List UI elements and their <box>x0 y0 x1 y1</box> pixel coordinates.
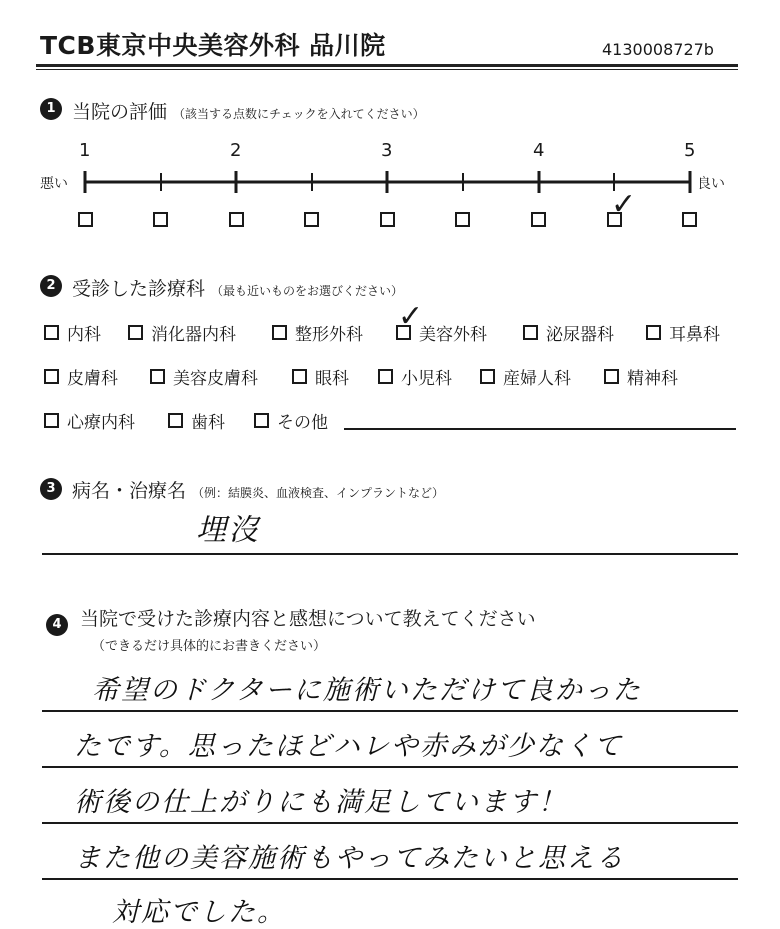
dept-label: その他 <box>277 413 328 433</box>
feedback-line-3: 術後の仕上がりにも満足しています！ <box>74 787 567 818</box>
dept-option-ent[interactable] <box>646 320 720 345</box>
scale-label-1: 1 <box>79 140 91 161</box>
rating-checkbox-3-5[interactable] <box>455 212 470 227</box>
rating-checkbox-4[interactable] <box>531 212 546 227</box>
scale-label-3: 3 <box>381 140 393 161</box>
scale-label-5: 5 <box>684 140 696 161</box>
dept-label: 産婦人科 <box>503 369 571 389</box>
feedback-rule-2 <box>42 766 738 768</box>
rating-checkbox-3[interactable] <box>380 212 395 227</box>
rating-check-mark: ✓ <box>611 187 637 222</box>
dept-label: 眼科 <box>315 369 349 389</box>
clinic-name: TCB東京中央美容外科 品川院 <box>40 31 386 60</box>
dept-option-dental[interactable] <box>168 408 225 433</box>
dept-option-psychosomatic[interactable] <box>44 408 135 433</box>
section-4-subtitle: （できるだけ具体的にお書きください） <box>92 639 327 654</box>
diagnosis-input-line[interactable] <box>42 553 738 555</box>
dept-label: 内科 <box>67 325 101 345</box>
section-1-title <box>72 97 425 124</box>
checkbox[interactable] <box>523 325 538 340</box>
feedback-rule-4 <box>42 878 738 880</box>
section-1-title-text: 当院の評価 <box>72 101 168 123</box>
dept-label: 皮膚科 <box>67 369 118 389</box>
scale-label-4: 4 <box>533 140 545 161</box>
checkbox[interactable] <box>44 369 59 384</box>
section-2-note: （最も近いものをお選びください） <box>211 284 404 298</box>
section-3-title-text: 病名・治療名 <box>72 480 187 502</box>
dept-label: 小児科 <box>401 369 452 389</box>
dept-label: 歯科 <box>191 413 225 433</box>
checkbox[interactable] <box>168 413 183 428</box>
form-id: 4130008727b <box>602 40 714 59</box>
dept-label: 泌尿器科 <box>546 325 614 345</box>
scale-high-label: 良い <box>697 176 725 192</box>
checkbox[interactable] <box>604 369 619 384</box>
other-dept-input-line[interactable] <box>344 428 736 430</box>
rating-checkbox-2[interactable] <box>229 212 244 227</box>
feedback-rule-3 <box>42 822 738 824</box>
dept-option-ortho[interactable] <box>272 320 363 345</box>
header-divider <box>36 64 738 67</box>
dept-option-cosmetic-derm[interactable] <box>150 364 258 389</box>
section-3-note: （例：結膜炎、血液検査、インプラントなど） <box>192 486 445 500</box>
checkbox[interactable] <box>44 325 59 340</box>
checkbox[interactable] <box>272 325 287 340</box>
checkbox[interactable] <box>646 325 661 340</box>
dept-label: 心療内科 <box>67 413 135 433</box>
section-2-number: 2 <box>40 275 62 297</box>
dept-option-internal[interactable] <box>44 320 101 345</box>
feedback-line-1: 希望のドクターに施術いただけて良かった <box>92 675 642 706</box>
feedback-rule-1 <box>42 710 738 712</box>
section-2-title <box>72 274 403 301</box>
dept-option-psychiatry[interactable] <box>604 364 678 389</box>
section-3-number: 3 <box>40 478 62 500</box>
dept-label: 精神科 <box>627 369 678 389</box>
dept-label: 整形外科 <box>295 325 363 345</box>
section-4-title: 当院で受けた診療内容と感想について教えてください <box>80 608 536 630</box>
feedback-line-5: 対応でした。 <box>112 897 286 928</box>
dept-option-urology[interactable] <box>523 320 614 345</box>
section-1-number: 1 <box>40 98 62 120</box>
rating-checkbox-5[interactable] <box>682 212 697 227</box>
header-divider-thin <box>36 69 738 70</box>
dept-option-pediatrics[interactable] <box>378 364 452 389</box>
dept-label: 美容皮膚科 <box>173 369 258 389</box>
rating-scale-line <box>80 170 700 200</box>
section-4-number: 4 <box>46 614 68 636</box>
dept-option-gastro[interactable] <box>128 320 236 345</box>
dept-check-mark: ✓ <box>398 299 424 334</box>
feedback-line-2: たです。思ったほどハレや赤みが少なくて <box>74 731 623 762</box>
checkbox[interactable] <box>254 413 269 428</box>
checkbox[interactable] <box>292 369 307 384</box>
dept-label: 消化器内科 <box>151 325 236 345</box>
section-1-note: （該当する点数にチェックを入れてください） <box>173 107 425 121</box>
rating-checkbox-1[interactable] <box>78 212 93 227</box>
dept-option-obgyn[interactable] <box>480 364 571 389</box>
dept-label: 美容外科 <box>419 325 487 345</box>
checkbox[interactable] <box>480 369 495 384</box>
section-3-title <box>72 476 444 503</box>
dept-option-dermatology[interactable] <box>44 364 118 389</box>
scale-low-label: 悪い <box>40 176 68 192</box>
checkbox[interactable] <box>378 369 393 384</box>
feedback-line-4: また他の美容施術もやってみたいと思える <box>74 843 625 874</box>
diagnosis-answer: 埋沒 <box>196 513 260 548</box>
section-2-title-text: 受診した診療科 <box>72 278 206 300</box>
rating-checkbox-1-5[interactable] <box>153 212 168 227</box>
dept-label: 耳鼻科 <box>669 325 720 345</box>
checkbox[interactable] <box>150 369 165 384</box>
checkbox[interactable] <box>44 413 59 428</box>
checkbox[interactable] <box>128 325 143 340</box>
scale-label-2: 2 <box>230 140 242 161</box>
dept-option-other[interactable] <box>254 408 328 433</box>
dept-option-ophthalmology[interactable] <box>292 364 349 389</box>
rating-checkbox-2-5[interactable] <box>304 212 319 227</box>
